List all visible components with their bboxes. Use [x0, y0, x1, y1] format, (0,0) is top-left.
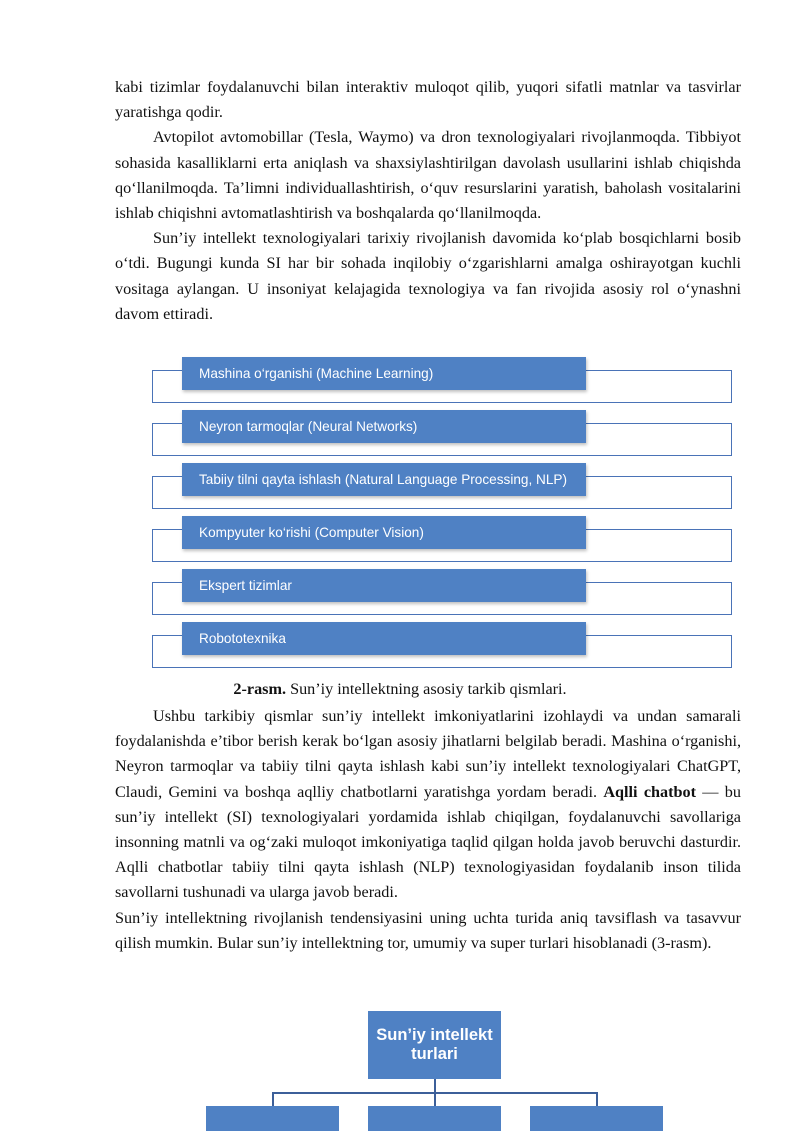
list-item: [182, 569, 586, 602]
hierarchy-root-node: Sun’iy intellekt turlari: [368, 1011, 501, 1079]
list-item: [182, 357, 586, 390]
body-text-top: [115, 75, 741, 327]
list-item-label: Robototexnika: [199, 630, 286, 646]
hierarchy-child-node: [206, 1106, 339, 1131]
connector-line: [434, 1092, 436, 1106]
connector-line: [596, 1092, 598, 1106]
paragraph: Ushbu tarkibiy qismlar sun’iy intellekt imkoniyatlarini izohlaydi va undan samarali foydalanishda e’tibor berish kerak bo‘lgan asosiy jihatlarni belgilab beradi. Mashina o‘rganishi, Neyron tarmoqlar va tabiiy tilni qayta ishlash kabi sun’iy intellekt texnologiyalari ChatGPT, Claudi, Gemini va boshqa aqlliy chatbotlarni yaratishga yordam beradi. Aqlli chatbot — bu sun’iy intellekt (SI) texnologiyalari yordamida ishlab chiqilgan, foydalanuvchi savollariga insonning matnli va og‘zaki muloqot imkoniyatiga taqlid qilgan holda javob beruvchi dasturdir. Aqlli chatbotlar tabiiy tilni qayta ishlash (NLP) texnologiyasidan foydalanib inson tilida savollarni tushunadi va ularga javob beradi.: [115, 707, 741, 902]
paragraph: Sun’iy intellektning rivojlanish tendensiyasini uning uchta turida aniq tavsiflash va tasavvur qilish mumkin. Bular sun’iy intellektning tor, umumiy va super turlari hisoblanadi (3-rasm).: [115, 908, 741, 952]
figure-2-caption: [0, 677, 800, 702]
list-item-label: Ekspert tizimlar: [199, 577, 292, 593]
list-item-label: Kompyuter ko‘rishi (Computer Vision): [199, 524, 424, 540]
hierarchy-child-node: [530, 1106, 663, 1131]
paragraph: Avtopilot avtomobillar (Tesla, Waymo) va dron texnologiyalari rivojlanmoqda. Tibbiyot sohasida kasalliklarni erta aniqlash va shaxsiylashtirilgan davolash usullarini ishlab chiqishda qo‘llanilmoqda. Ta’limni individuallashtirish, o‘quv resurslarini yaratish, baholash vositalarini ishlab chiqishni avtomatlashtirish va boshqalarda qo‘llanilmoqda.: [115, 128, 741, 223]
list-item-label: Tabiiy tilni qayta ishlash (Natural Language Processing, NLP): [199, 471, 567, 487]
list-item: [182, 516, 586, 549]
list-item: [182, 463, 586, 496]
bold-term: Aqlli chatbot: [603, 782, 696, 801]
connector-line: [272, 1092, 274, 1106]
paragraph: Sun’iy intellekt texnologiyalari tarixiy rivojlanish davomida ko‘plab bosqichlarni bosib o‘tdi. Bugungi kunda SI har bir sohada inqilobiy o‘zgarishlarni amalga oshirayotgan kuchli vositaga aylangan. U insoniyat kelajagida texnologiya va fan rivojida asosiy rol o‘ynashni davom ettiradi.: [115, 229, 741, 323]
list-item-label: Neyron tarmoqlar (Neural Networks): [199, 418, 418, 434]
body-text-bottom: [115, 704, 741, 956]
caption-label: 2-rasm.: [233, 680, 287, 698]
list-item-label: Mashina o‘rganishi (Machine Learning): [199, 365, 434, 381]
list-item: [182, 410, 586, 443]
list-item: [182, 622, 586, 655]
connector-line: [434, 1079, 436, 1093]
paragraph: kabi tizimlar foydalanuvchi bilan interaktiv muloqot qilib, yuqori sifatli matnlar va tasvirlar yaratishga qodir.: [115, 78, 741, 122]
hierarchy-child-node: [368, 1106, 501, 1131]
caption-text: Sun’iy intellektning asosiy tarkib qismlari.: [286, 680, 567, 698]
